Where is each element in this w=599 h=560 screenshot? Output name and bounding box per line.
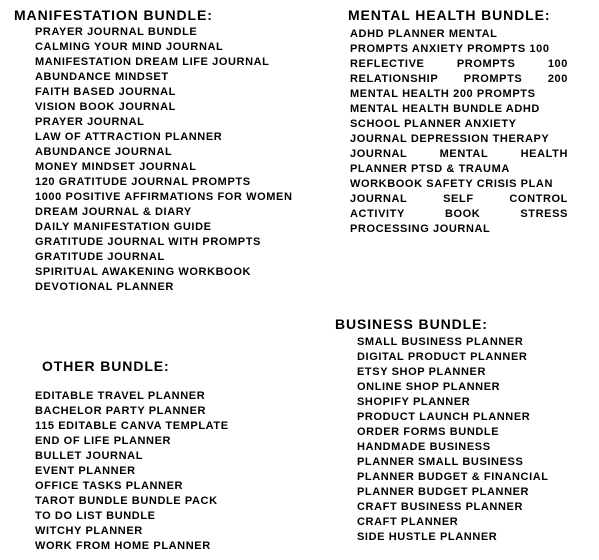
list-item-word: CONTROL <box>509 193 568 205</box>
list-item: 115 EDITABLE CANVA TEMPLATE <box>35 420 229 432</box>
list-item <box>350 147 568 162</box>
list-item: CRAFT PLANNER <box>357 516 459 528</box>
list-item: ETSY SHOP PLANNER <box>357 366 486 378</box>
list-item-word: RELATIONSHIP <box>350 73 439 85</box>
business-bundle-list <box>357 335 549 545</box>
list-item: MONEY MINDSET JOURNAL <box>35 161 197 173</box>
list-item-word: SELF <box>443 193 474 205</box>
list-item <box>350 207 568 222</box>
list-item-word: 200 <box>547 73 568 85</box>
list-item-word: 100 <box>547 58 568 70</box>
list-item-word: WORKBOOK SAFETY CRISIS PLAN <box>350 178 554 190</box>
list-item <box>350 57 568 72</box>
list-item <box>350 102 568 117</box>
list-item: ONLINE SHOP PLANNER <box>357 381 501 393</box>
list-item-word: MENTAL HEALTH BUNDLE ADHD <box>350 103 540 115</box>
list-item: HANDMADE BUSINESS <box>357 441 491 453</box>
list-item: BACHELOR PARTY PLANNER <box>35 405 207 417</box>
list-item-word: ADHD PLANNER MENTAL <box>350 28 498 40</box>
list-item: LAW OF ATTRACTION PLANNER <box>35 131 223 143</box>
list-item <box>350 132 568 147</box>
list-item-word: PROMPTS ANXIETY PROMPTS 100 <box>350 43 550 55</box>
list-item-word: HEALTH <box>520 148 568 160</box>
list-item: OFFICE TASKS PLANNER <box>35 480 184 492</box>
list-item: WORK FROM HOME PLANNER <box>35 540 211 552</box>
list-item-word: SCHOOL PLANNER ANXIETY <box>350 118 517 130</box>
list-item: TO DO LIST BUNDLE <box>35 510 156 522</box>
list-item <box>350 162 568 177</box>
list-item <box>350 117 568 132</box>
list-item: VISION BOOK JOURNAL <box>35 101 176 113</box>
list-item: DEVOTIONAL PLANNER <box>35 281 174 293</box>
list-item: DIGITAL PRODUCT PLANNER <box>357 351 528 363</box>
list-item <box>350 192 568 207</box>
list-item <box>350 72 568 87</box>
list-item: EVENT PLANNER <box>35 465 136 477</box>
list-item-word: PROMPTS <box>456 58 516 70</box>
list-item: TAROT BUNDLE BUNDLE PACK <box>35 495 218 507</box>
list-item-word: PLANNER PTSD & TRAUMA <box>350 163 510 175</box>
list-item-word: JOURNAL <box>350 148 408 160</box>
manifestation-bundle-list <box>35 25 293 295</box>
mental-health-bundle-section <box>348 7 568 237</box>
list-item: PRAYER JOURNAL <box>35 116 145 128</box>
other-bundle-list <box>35 389 229 554</box>
list-item: DAILY MANIFESTATION GUIDE <box>35 221 212 233</box>
list-item-word: PROCESSING JOURNAL <box>350 223 491 235</box>
list-item <box>350 27 568 42</box>
list-item: BULLET JOURNAL <box>35 450 144 462</box>
list-item: END OF LIFE PLANNER <box>35 435 172 447</box>
list-item: PRODUCT LAUNCH PLANNER <box>357 411 531 423</box>
list-item-word: BOOK <box>444 208 481 220</box>
list-item: SIDE HUSTLE PLANNER <box>357 531 498 543</box>
mental-health-bundle-list <box>350 27 568 237</box>
list-item-word: ACTIVITY <box>350 208 405 220</box>
list-item: ABUNDANCE JOURNAL <box>35 146 173 158</box>
business-bundle-heading: BUSINESS BUNDLE: <box>335 316 488 332</box>
list-item-word: STRESS <box>520 208 568 220</box>
list-item-word: JOURNAL <box>350 193 408 205</box>
list-item-word: MENTAL HEALTH 200 PROMPTS <box>350 88 536 100</box>
list-item <box>350 42 568 57</box>
list-item <box>350 222 568 237</box>
list-item: CALMING YOUR MIND JOURNAL <box>35 41 224 53</box>
list-item: ORDER FORMS BUNDLE <box>357 426 500 438</box>
list-item: PLANNER BUDGET & FINANCIAL <box>357 471 549 483</box>
list-item: FAITH BASED JOURNAL <box>35 86 176 98</box>
mental-health-bundle-heading: MENTAL HEALTH BUNDLE: <box>348 7 551 23</box>
other-bundle-heading: OTHER BUNDLE: <box>42 358 170 374</box>
list-item: SMALL BUSINESS PLANNER <box>357 336 524 348</box>
list-item: GRATITUDE JOURNAL WITH PROMPTS <box>35 236 261 248</box>
list-item-word: MENTAL <box>439 148 489 160</box>
list-item: SHOPIFY PLANNER <box>357 396 471 408</box>
list-item: WITCHY PLANNER <box>35 525 143 537</box>
list-item: 1000 POSITIVE AFFIRMATIONS FOR WOMEN <box>35 191 293 203</box>
list-item: PLANNER SMALL BUSINESS <box>357 456 524 468</box>
list-item: SPIRITUAL AWAKENING WORKBOOK <box>35 266 252 278</box>
list-item-word: REFLECTIVE <box>350 58 425 70</box>
list-item: ABUNDANCE MINDSET <box>35 71 169 83</box>
list-item: 120 GRATITUDE JOURNAL PROMPTS <box>35 176 251 188</box>
business-bundle-section <box>335 316 549 545</box>
list-item <box>350 87 568 102</box>
manifestation-bundle-heading: MANIFESTATION BUNDLE: <box>14 7 213 23</box>
list-item: PRAYER JOURNAL BUNDLE <box>35 26 198 38</box>
list-item-word: PROMPTS <box>463 73 523 85</box>
other-bundle-section <box>35 358 229 554</box>
list-item: DREAM JOURNAL & DIARY <box>35 206 192 218</box>
list-item: EDITABLE TRAVEL PLANNER <box>35 390 206 402</box>
list-item: GRATITUDE JOURNAL <box>35 251 165 263</box>
list-item: CRAFT BUSINESS PLANNER <box>357 501 523 513</box>
list-item: MANIFESTATION DREAM LIFE JOURNAL <box>35 56 270 68</box>
list-item <box>350 177 568 192</box>
list-item-word: JOURNAL DEPRESSION THERAPY <box>350 133 550 145</box>
list-item: PLANNER BUDGET PLANNER <box>357 486 530 498</box>
manifestation-bundle-section <box>14 7 293 295</box>
